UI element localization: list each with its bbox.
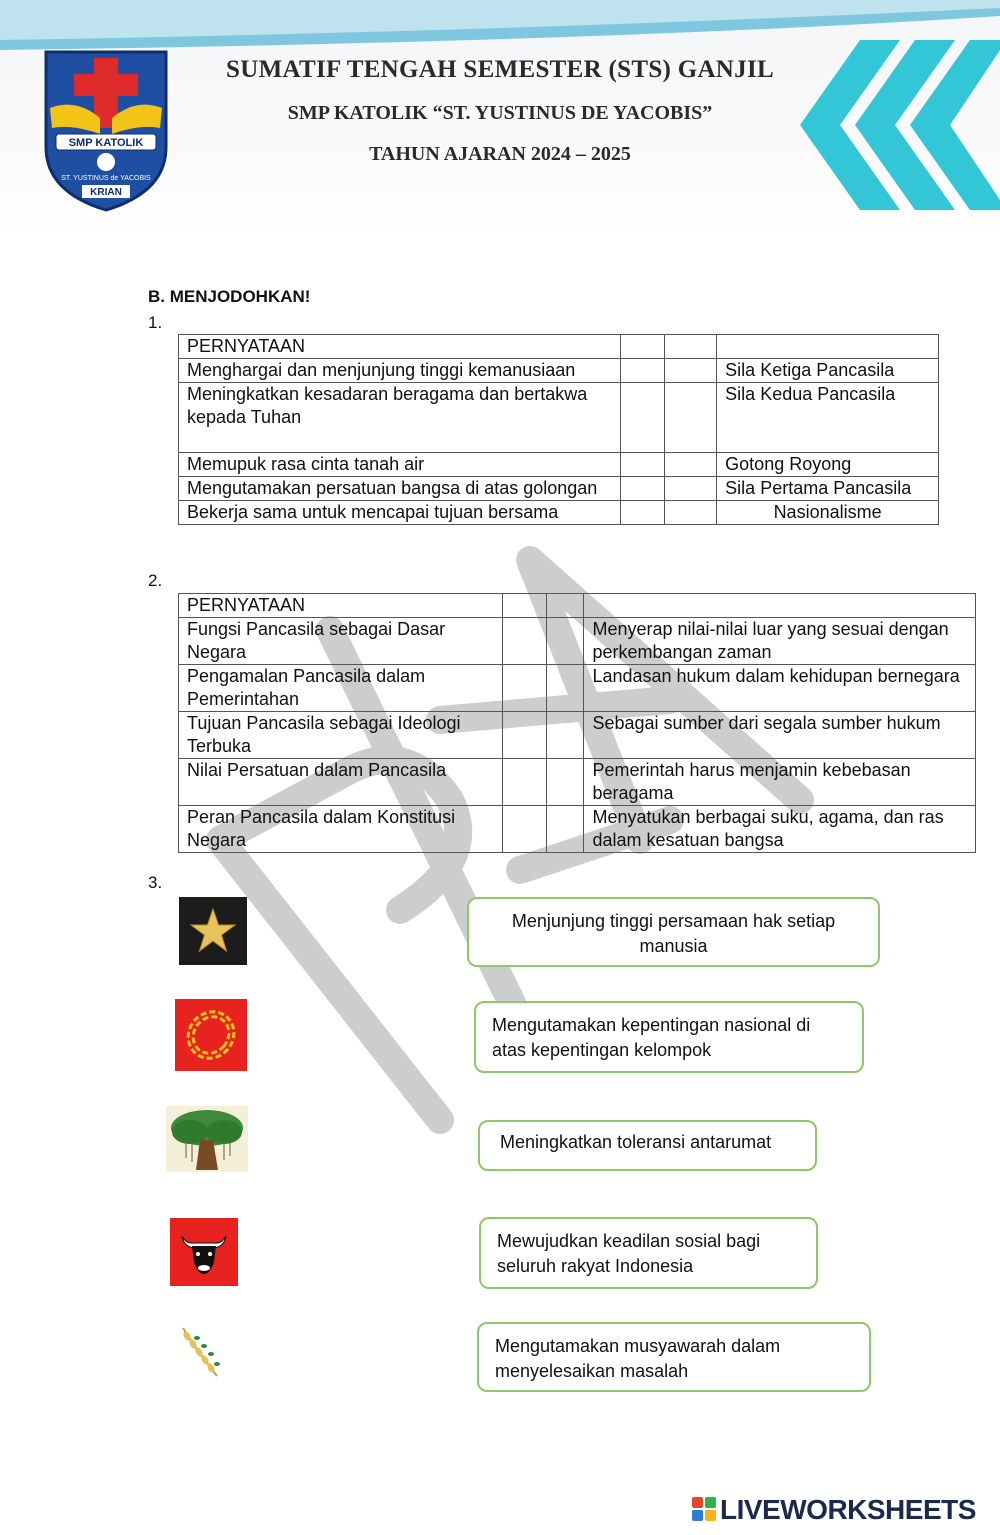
match-slot-left[interactable] [621, 477, 665, 501]
match-slot-right[interactable] [546, 806, 584, 853]
exam-title: SUMATIF TENGAH SEMESTER (STS) GANJIL [226, 56, 774, 83]
option-cell: Gotong Royong [717, 453, 939, 477]
match-slot-right[interactable] [546, 665, 584, 712]
match-slot-left[interactable] [621, 383, 665, 453]
statement-cell: Tujuan Pancasila sebagai Ideologi Terbuka [179, 712, 503, 759]
option-cell: Pemerintah harus menjamin kebebasan beragama [584, 759, 976, 806]
table-header-row [179, 335, 939, 359]
option-cell: Sila Ketiga Pancasila [717, 359, 939, 383]
liveworksheets-logo-icon [692, 1497, 718, 1523]
table-row [179, 477, 939, 501]
match-slot-left[interactable] [502, 759, 546, 806]
match-slot-left[interactable] [502, 712, 546, 759]
logo-arc-text: ST. YUSTINUS de YACOBIS [61, 175, 151, 182]
statement-cell: Menghargai dan menjunjung tinggi kemanusiaan [179, 359, 621, 383]
option-cell: Menyerap nilai-nilai luar yang sesuai dengan perkembangan zaman [584, 618, 976, 665]
statement-header: PERNYATAAN [179, 594, 503, 618]
statement-cell: Peran Pancasila dalam Konstitusi Negara [179, 806, 503, 853]
rice-cotton-symbol-icon[interactable] [177, 1324, 223, 1380]
banyan-tree-symbol-icon[interactable] [166, 1106, 248, 1172]
liveworksheets-brand [692, 1495, 976, 1525]
match-slot-left[interactable] [502, 618, 546, 665]
table-header-row [179, 594, 976, 618]
match-slot-right[interactable] [546, 594, 584, 618]
table-row [179, 501, 939, 525]
match-slot-right[interactable] [665, 383, 717, 453]
statement-cell: Meningkatkan kesadaran beragama dan bertakwa kepada Tuhan [179, 383, 621, 453]
statement-header: PERNYATAAN [179, 335, 621, 359]
question-2-number: 2. [148, 571, 163, 590]
option-cell: Sila Kedua Pancasila [717, 383, 939, 453]
match-slot-left[interactable] [502, 594, 546, 618]
option-cell: Nasionalisme [717, 501, 939, 525]
statement-cell: Bekerja sama untuk mencapai tujuan bersama [179, 501, 621, 525]
bull-head-symbol-icon[interactable] [170, 1218, 238, 1286]
answer-box-1[interactable]: Menjunjung tinggi persamaan hak setiap manusia [467, 897, 880, 967]
match-slot-right[interactable] [546, 759, 584, 806]
logo-top-text: SMP KATOLIK [68, 137, 144, 149]
match-slot-right[interactable] [665, 501, 717, 525]
statement-cell: Fungsi Pancasila sebagai Dasar Negara [179, 618, 503, 665]
option-cell: Sila Pertama Pancasila [717, 477, 939, 501]
table-row [179, 712, 976, 759]
option-cell: Landasan hukum dalam kehidupan bernegara [584, 665, 976, 712]
match-slot-right[interactable] [546, 618, 584, 665]
answer-box-5[interactable]: Mengutamakan musyawarah dalam menyelesaikan masalah [477, 1322, 871, 1392]
answer-box-2[interactable]: Mengutamakan kepentingan nasional di atas kepentingan kelompok [474, 1001, 864, 1073]
match-slot-left[interactable] [621, 359, 665, 383]
table-row [179, 759, 976, 806]
question-1-table [178, 334, 939, 525]
statement-cell: Nilai Persatuan dalam Pancasila [179, 759, 503, 806]
answer-box-4[interactable]: Mewujudkan keadilan sosial bagi seluruh rakyat Indonesia [479, 1217, 818, 1289]
statement-cell: Pengamalan Pancasila dalam Pemerintahan [179, 665, 503, 712]
statement-cell: Memupuk rasa cinta tanah air [179, 453, 621, 477]
match-slot-left[interactable] [621, 453, 665, 477]
star-symbol-icon[interactable] [179, 897, 247, 965]
academic-year: TAHUN AJARAN 2024 – 2025 [369, 143, 631, 165]
chain-symbol-icon[interactable] [175, 999, 247, 1071]
table-row [179, 453, 939, 477]
match-slot-left[interactable] [621, 335, 665, 359]
table-row [179, 618, 976, 665]
question-3-number: 3. [148, 873, 163, 892]
answer-box-3[interactable]: Meningkatkan toleransi antarumat [478, 1120, 817, 1171]
section-title: B. MENJODOHKAN! [148, 287, 311, 306]
liveworksheets-text: LIVEWORKSHEETS [720, 1494, 976, 1525]
worksheet-header [0, 0, 1000, 240]
match-slot-left[interactable] [621, 501, 665, 525]
match-slot-left[interactable] [502, 806, 546, 853]
chevron-decoration [790, 30, 1000, 220]
question-1-number: 1. [148, 313, 163, 332]
option-cell: Menyatukan berbagai suku, agama, dan ras dalam kesatuan bangsa [584, 806, 976, 853]
question-2-table [178, 593, 976, 853]
option-cell: Sebagai sumber dari segala sumber hukum [584, 712, 976, 759]
match-slot-right[interactable] [546, 712, 584, 759]
statement-cell: Mengutamakan persatuan bangsa di atas golongan [179, 477, 621, 501]
logo-bottom-text: KRIAN [90, 187, 122, 198]
table-row [179, 359, 939, 383]
table-row [179, 665, 976, 712]
match-slot-right[interactable] [665, 477, 717, 501]
school-logo [36, 42, 176, 212]
table-row [179, 806, 976, 853]
school-name: SMP KATOLIK “ST. YUSTINUS DE YACOBIS” [287, 102, 713, 124]
match-slot-right[interactable] [665, 359, 717, 383]
table-row [179, 383, 939, 453]
match-slot-right[interactable] [665, 335, 717, 359]
match-slot-left[interactable] [502, 665, 546, 712]
match-slot-right[interactable] [665, 453, 717, 477]
